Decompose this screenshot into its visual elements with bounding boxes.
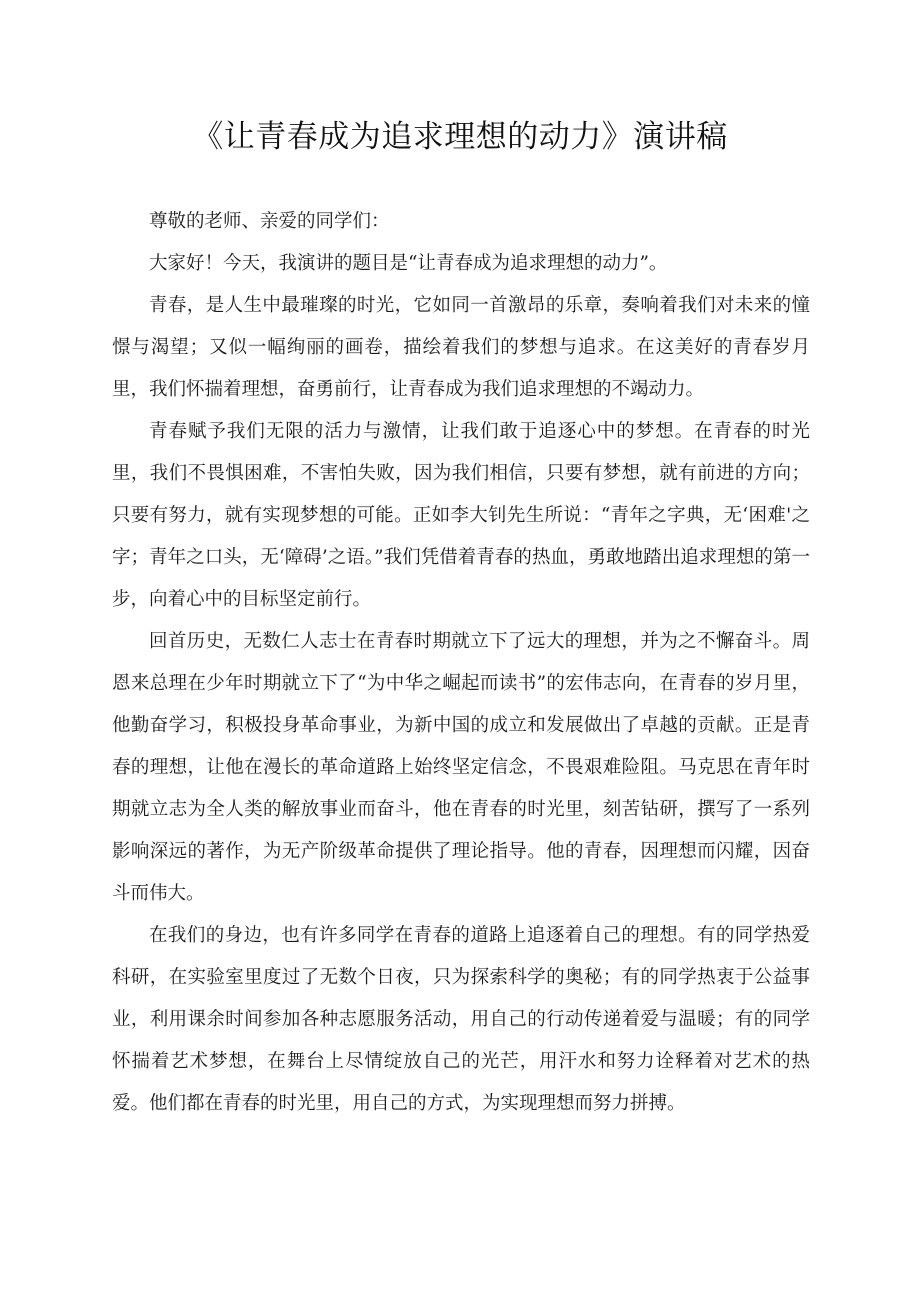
document-body xyxy=(112,201,810,1125)
paragraph-classmates: 在我们的身边，也有许多同学在青春的道路上追逐着自己的理想。有的同学热爱科研，在实验室里度过了无数个日夜，只为探索科学的奥秘；有的同学热衷于公益事业，利用课余时间参加各种志愿服务活动，用自己的行动传递着爱与温暖；有的同学怀揣着艺术梦想，在舞台上尽情绽放自己的光芒，用汗水和努力诠释着对艺术的热爱。他们都在青春的时光里，用自己的方式，为实现理想而努力拼搏。 xyxy=(112,925,810,1114)
paragraph-intro: 青春，是人生中最璀璨的时光，它如同一首激昂的乐章，奏响着我们对未来的憧憬与渴望；又似一幅绚丽的画卷，描绘着我们的梦想与追求。在这美好的青春岁月里，我们怀揣着理想，奋勇前行，让青春成为我们追求理想的不竭动力。 xyxy=(112,295,810,400)
paragraph-greeting: 大家好！今天，我演讲的题目是“让青春成为追求理想的动力”。 xyxy=(149,253,668,274)
paragraph-history: 回首历史，无数仁人志士在青春时期就立下了远大的理想，并为之不懈奋斗。周恩来总理在少年时期就立下了“为中华之崛起而读书”的宏伟志向，在青春的岁月里，他勤奋学习，积极投身革命事业，为新中国的成立和发展做出了卓越的贡献。正是青春的理想，让他在漫长的革命道路上始终坚定信念，不畏艰难险阻。马克思在青年时期就立志为全人类的解放事业而奋斗，他在青春的时光里，刻苦钻研，撰写了一系列影响深远的著作，为无产阶级革命提供了理论指导。他的青春，因理想而闪耀，因奋斗而伟大。 xyxy=(112,631,810,904)
document-title: 《让青春成为追求理想的动力》演讲稿 xyxy=(192,119,728,155)
paragraph-salutation: 尊敬的老师、亲爱的同学们： xyxy=(149,211,390,232)
paragraph-youth-energy: 青春赋予我们无限的活力与激情，让我们敢于追逐心中的梦想。在青春的时光里，我们不畏惧困难，不害怕失败，因为我们相信，只要有梦想，就有前进的方向；只要有努力，就有实现梦想的可能。正如李大钊先生所说：“青年之字典，无‘困难'之字；青年之口头，无‘障碍’之语。”我们凭借着青春的热血，勇敢地踏出追求理想的第一步，向着心中的目标坚定前行。 xyxy=(112,421,810,610)
